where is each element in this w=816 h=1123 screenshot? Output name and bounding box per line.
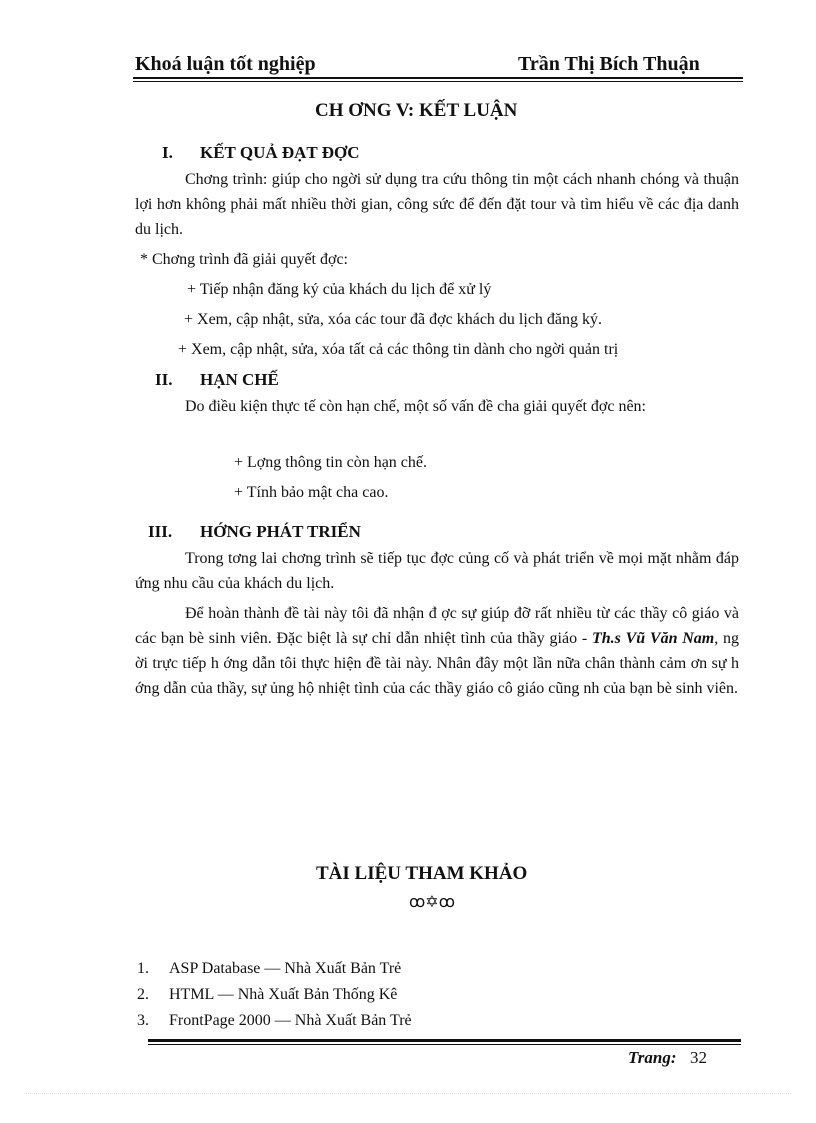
chapter-title: CH ƠNG V: KẾT LUẬN bbox=[315, 100, 518, 121]
paragraph-text-b: , ng ời trực tiếp h ớng dẫn tôi thực hiện đề tài này. Nhân đây một lần nữa chân thành cảm ơn sự h ớng dẫn của thầy, sự ủng hộ nhiệt tình của các thầy giáo cô giáo cũng nh của bạn bè sinh viên. bbox=[135, 630, 740, 697]
page-edge-divider bbox=[25, 1093, 791, 1094]
section-3-number: III. bbox=[148, 522, 173, 541]
page-number: 32 bbox=[690, 1048, 707, 1067]
section-1-item-3: + Xem, cập nhật, sửa, xóa tất cả các thông tin dành cho ngời quản trị bbox=[178, 341, 619, 358]
section-2-item-1: + Lợng thông tin còn hạn chế. bbox=[234, 454, 427, 471]
advisor-name: Th.s Vũ Văn Nam bbox=[591, 630, 715, 647]
section-2-paragraph: Do điều kiện thực tế còn hạn chế, một số vấn đề cha giải quyết đợc nên: bbox=[185, 398, 646, 415]
section-2-item-2: + Tính bảo mật cha cao. bbox=[234, 484, 389, 501]
header-left: Khoá luận tốt nghiệp bbox=[135, 53, 316, 75]
reference-2-number: 2. bbox=[137, 986, 149, 1003]
section-3-title: HỚNG PHÁT TRIỂN bbox=[200, 522, 361, 541]
header-rule-thin bbox=[133, 81, 743, 82]
reference-3-number: 3. bbox=[137, 1012, 149, 1029]
footer-rule-thick bbox=[148, 1039, 741, 1042]
reference-3-text: FrontPage 2000 — Nhà Xuất Bản Trẻ bbox=[169, 1012, 412, 1029]
references-title: TÀI LIỆU THAM KHẢO bbox=[316, 863, 528, 884]
section-3-paragraph-2 bbox=[135, 601, 739, 701]
section-1-title: KẾT QUẢ ĐẠT ĐỢC bbox=[200, 143, 360, 162]
section-1-item-1: + Tiếp nhận đăng ký của khách du lịch để xử lý bbox=[187, 281, 492, 298]
section-1-item-2: + Xem, cập nhật, sửa, xóa các tour đã đợc khách du lịch đăng ký. bbox=[184, 311, 603, 328]
reference-2-text: HTML — Nhà Xuất Bản Thống Kê bbox=[169, 986, 398, 1003]
ornament-divider bbox=[409, 892, 455, 912]
section-1-lead: * Chơng trình đã giải quyết đợc: bbox=[140, 251, 348, 268]
scroll-left-icon: ꝏ bbox=[409, 894, 426, 911]
section-1-number: I. bbox=[162, 143, 173, 162]
header-rule-thick bbox=[133, 77, 743, 79]
footer-rule-thin bbox=[148, 1044, 741, 1045]
star-of-david-icon: ✡ bbox=[425, 894, 439, 911]
header-right: Trần Thị Bích Thuận bbox=[518, 53, 700, 75]
reference-1-number: 1. bbox=[137, 960, 149, 977]
section-2-number: II. bbox=[155, 370, 173, 389]
section-2-title: HẠN CHẾ bbox=[200, 370, 279, 389]
section-3-paragraph-1: Trong tơng lai chơng trình sẽ tiếp tục đợc củng cố và phát triển về mọi mặt nhằm đáp ứng nhu cầu của khách du lịch. bbox=[135, 550, 739, 592]
scroll-right-icon: ꝏ bbox=[438, 894, 455, 911]
paragraph-text-a: Để hoàn thành đề tài này tôi đã nhận đ ợc sự giúp đỡ rất nhiều từ các thầy cô giáo và các bạn bè sinh viên. Đặc biệt là sự chỉ dẫn nhiệt tình của thầy giáo - bbox=[135, 605, 739, 647]
page-label: Trang: bbox=[628, 1048, 677, 1067]
section-1-paragraph: Chơng trình: giúp cho ngời sử dụng tra cứu thông tin một cách nhanh chóng và thuận lợi hơn không phải mất nhiều thời gian, công sức để đến đặt tour và tìm hiểu về các địa danh du lịch. bbox=[135, 171, 739, 238]
reference-1-text: ASP Database — Nhà Xuất Bản Trẻ bbox=[169, 960, 402, 977]
